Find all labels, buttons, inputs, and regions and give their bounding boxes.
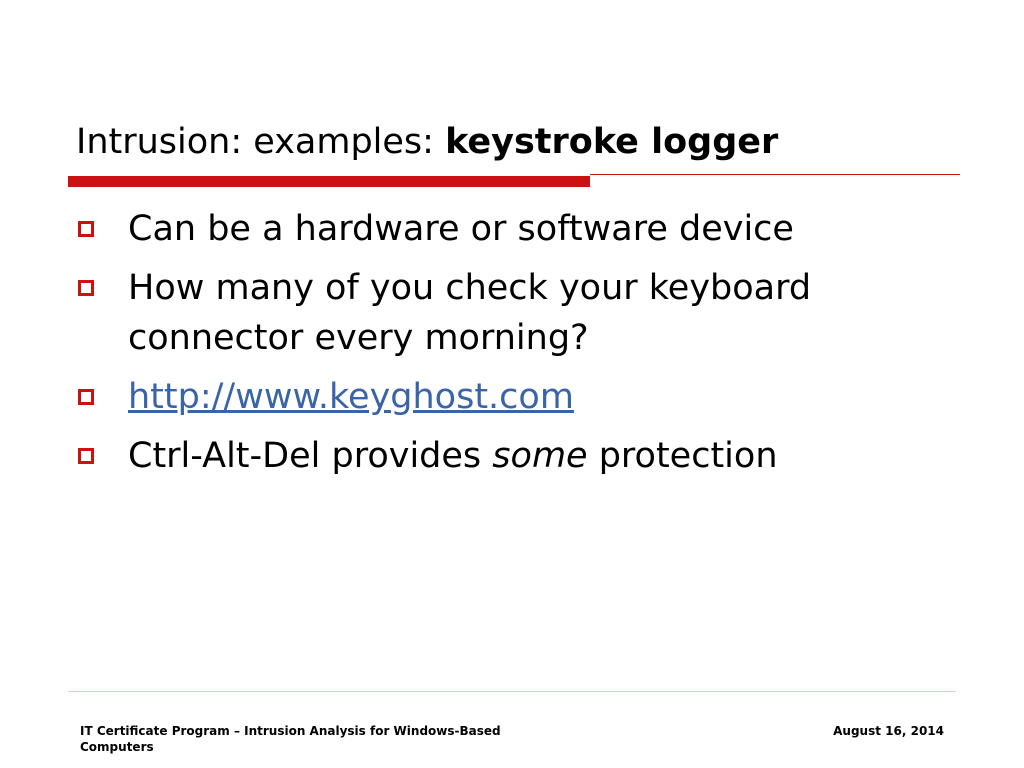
footer-course-title: IT Certificate Program – Intrusion Analysis for Windows-Based Computers: [80, 724, 501, 754]
hollow-square-bullet-icon: [78, 221, 94, 237]
hollow-square-bullet-icon: [78, 448, 94, 464]
bullet-text-after: protection: [587, 436, 778, 476]
bullet-item-ctrl-alt-del: [78, 431, 978, 481]
bullet-text-before: Ctrl-Alt-Del provides: [128, 436, 493, 476]
keyghost-link[interactable]: http://www.keyghost.com: [128, 377, 574, 417]
bullet-text: Can be a hardware or software device: [128, 209, 794, 249]
title-prefix: Intrusion: examples:: [76, 122, 446, 162]
bullet-item-keyboard: [78, 263, 978, 363]
title-bold: keystroke logger: [445, 122, 779, 162]
title-underline-thin: [590, 174, 960, 175]
bullet-text-italic: some: [492, 436, 588, 476]
bullet-text: How many of you check your keyboard connector every morning?: [128, 268, 812, 358]
footer-date: August 16, 2014: [833, 724, 944, 738]
title-underline-thick: [68, 176, 590, 187]
hollow-square-bullet-icon: [78, 280, 94, 296]
bullet-item-link: [78, 372, 978, 422]
footer-divider: [68, 691, 956, 692]
slide-title: [76, 118, 778, 166]
bullet-list: [78, 204, 978, 490]
bullet-item-device: [78, 204, 978, 254]
hollow-square-bullet-icon: [78, 389, 94, 405]
